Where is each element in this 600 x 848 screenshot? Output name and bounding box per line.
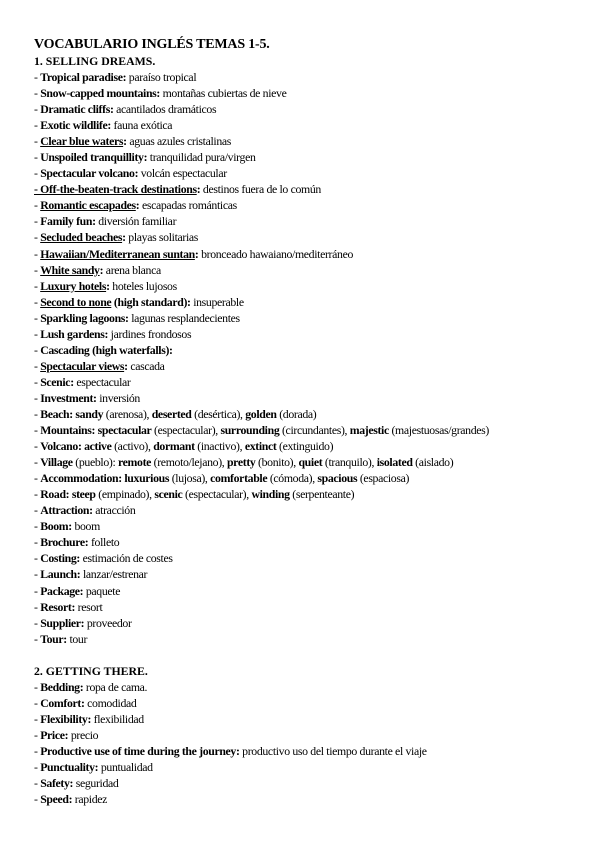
definition-text: (espectacular),: [182, 487, 252, 502]
vocab-entry: [34, 470, 594, 486]
term-text: remote: [117, 455, 152, 470]
definition-text: inversión: [96, 390, 140, 405]
term-text: Beach: sandy: [40, 406, 104, 421]
definition-text: productivo uso del tiempo durante el viaje: [239, 743, 427, 758]
definition-text: -: [34, 246, 41, 261]
definition-text: precio: [68, 727, 99, 742]
vocab-entry: [34, 534, 594, 550]
term-text: Romantic escapades: [40, 198, 136, 213]
definition-text: comodidad: [84, 695, 137, 710]
definition-text: -: [34, 615, 41, 630]
definition-text: espectacular: [73, 374, 131, 389]
definition-text: paraíso tropical: [126, 70, 197, 84]
definition-text: destinos fuera de lo común: [200, 182, 321, 197]
definition-text: folleto: [88, 535, 120, 550]
definition-text: -: [34, 70, 41, 84]
vocab-entry: [34, 294, 594, 310]
definition-text: (inactivo),: [194, 439, 245, 454]
vocab-entry: [34, 406, 594, 422]
term-text: surrounding: [220, 423, 280, 438]
vocab-entry: [34, 149, 594, 165]
definition-text: -: [34, 342, 41, 357]
vocab-entry: [34, 278, 594, 294]
term-text: Scenic:: [40, 374, 74, 389]
definition-text: seguridad: [73, 775, 119, 790]
term-text: Brochure:: [40, 535, 89, 550]
definition-text: -: [34, 551, 41, 566]
definition-text: escapadas románticas: [139, 198, 237, 213]
definition-text: -: [34, 583, 41, 598]
term-text: (high standard):: [111, 294, 191, 309]
definition-text: -: [34, 743, 41, 758]
vocab-entry: [34, 727, 594, 743]
definition-text: -: [34, 230, 41, 245]
vocab-entry: [34, 550, 594, 566]
term-text: Second to none: [40, 294, 112, 309]
section-heading: 2. GETTING THERE.: [34, 663, 148, 678]
term-text: majestic: [349, 423, 389, 438]
vocab-entry: [34, 502, 594, 518]
term-text: Road: steep: [40, 487, 96, 502]
vocab-entry: [34, 518, 594, 534]
definition-text: -: [34, 439, 41, 454]
term-text: Sparkling lagoons:: [40, 310, 129, 325]
term-text: quiet: [298, 455, 323, 470]
definition-text: acantilados dramáticos: [113, 102, 217, 117]
term-text: :: [122, 230, 126, 245]
definition-text: -: [34, 326, 41, 341]
vocab-entry: [34, 197, 594, 213]
term-text: Volcano: active: [40, 439, 112, 454]
definition-text: rapidez: [72, 792, 108, 807]
definition-text: -: [34, 423, 41, 438]
definition-text: -: [34, 118, 41, 133]
term-text: :: [194, 246, 199, 261]
definition-text: estimación de costes: [80, 551, 173, 566]
definition-text: -: [34, 102, 41, 117]
definition-text: atracción: [92, 503, 136, 518]
term-text: - Off-the-beaten-track destinations: [34, 182, 197, 197]
definition-text: (majestuosas/grandes): [388, 423, 489, 438]
vocab-entry: [34, 599, 594, 615]
term-text: Attraction:: [40, 503, 93, 518]
term-text: Resort:: [40, 599, 76, 614]
vocab-entry: [34, 422, 594, 438]
term-text: White sandy: [40, 262, 100, 277]
term-text: Supplier:: [40, 615, 85, 630]
term-text: extinct: [244, 439, 277, 454]
vocab-entry: [34, 101, 594, 117]
term-text: Mountains: spectacular: [40, 423, 152, 438]
vocab-entry: [34, 454, 594, 470]
definition-text: bronceado hawaiano/mediterráneo: [198, 246, 354, 261]
vocab-entry: [34, 229, 594, 245]
vocab-entry: [34, 791, 594, 807]
definition-text: -: [34, 374, 41, 389]
document-page: [34, 37, 594, 807]
term-text: spacious: [317, 471, 358, 486]
vocab-entry: [34, 390, 594, 406]
vocab-entry: [34, 615, 594, 631]
vocab-entry: [34, 486, 594, 502]
vocab-entry: [34, 246, 594, 262]
definition-text: ropa de cama.: [83, 679, 148, 694]
vocab-entry: [34, 358, 594, 374]
definition-text: (extinguido): [276, 439, 334, 454]
term-text: Spectacular views: [40, 358, 125, 373]
definition-text: (dorada): [276, 406, 317, 421]
definition-text: -: [34, 455, 41, 470]
definition-text: (activo),: [111, 439, 154, 454]
definition-text: cascada: [127, 358, 165, 373]
term-text: Village: [40, 455, 73, 470]
definition-text: (bonito),: [255, 455, 299, 470]
definition-text: montañas cubiertas de nieve: [160, 86, 287, 101]
term-text: isolated: [376, 455, 413, 470]
definition-text: paquete: [83, 583, 121, 598]
term-text: Dramatic cliffs:: [40, 102, 114, 117]
definition-text: volcán espectacular: [138, 166, 227, 181]
section-selling-dreams: [34, 53, 594, 647]
term-text: Costing:: [40, 551, 80, 566]
section-getting-there: [34, 663, 594, 807]
definition-text: (espaciosa): [357, 471, 410, 486]
section-heading: 1. SELLING DREAMS.: [34, 54, 156, 68]
definition-text: (desértica),: [191, 406, 246, 421]
term-text: :: [123, 134, 127, 149]
term-text: Clear blue waters: [40, 134, 124, 149]
vocab-entry: [34, 743, 594, 759]
term-text: scenic: [154, 487, 183, 502]
term-text: dormant: [153, 439, 195, 454]
term-text: Package:: [40, 583, 84, 598]
definition-text: (aislado): [412, 455, 454, 470]
term-text: Investment:: [40, 390, 97, 405]
term-text: winding: [251, 487, 290, 502]
term-text: :: [99, 262, 104, 277]
term-text: Unspoiled tranquillity:: [40, 150, 148, 165]
section-spacer: [34, 647, 594, 663]
vocab-entry: [34, 759, 594, 775]
vocab-entry: [34, 326, 594, 342]
term-text: Lush gardens:: [40, 326, 109, 341]
term-text: Safety:: [40, 775, 74, 790]
definition-text: diversión familiar: [95, 214, 177, 229]
vocab-entry: [34, 165, 594, 181]
definition-text: -: [34, 214, 41, 229]
definition-text: fauna exótica: [110, 118, 173, 133]
definition-text: -: [34, 166, 41, 181]
definition-text: arena blanca: [103, 262, 161, 277]
term-text: comfortable: [210, 471, 268, 486]
definition-text: -: [34, 471, 41, 486]
definition-text: flexibilidad: [91, 711, 144, 726]
term-text: Tour:: [40, 631, 67, 646]
term-text: Punctuality:: [40, 759, 99, 774]
definition-text: -: [34, 406, 41, 421]
definition-text: boom: [71, 519, 100, 534]
definition-text: resort: [75, 599, 103, 614]
term-text: :: [196, 182, 201, 197]
term-text: Tropical paradise:: [40, 70, 127, 84]
definition-text: (lujosa),: [169, 471, 211, 486]
vocab-entry: [34, 133, 594, 149]
term-text: Boom:: [40, 519, 72, 534]
term-text: Productive use of time during the journey:: [40, 743, 240, 758]
term-text: pretty: [226, 455, 256, 470]
vocab-entry: [34, 711, 594, 727]
definition-text: -: [34, 695, 41, 710]
definition-text: -: [34, 358, 41, 373]
definition-text: (remoto/lejano),: [151, 455, 227, 470]
definition-text: insuperable: [190, 294, 244, 309]
vocabulary-list: [34, 69, 594, 647]
term-text: golden: [245, 406, 277, 421]
definition-text: (tranquilo),: [322, 455, 377, 470]
definition-text: -: [34, 503, 41, 518]
definition-text: -: [34, 134, 41, 149]
term-text: Spectacular volcano:: [40, 166, 139, 181]
term-text: deserted: [151, 406, 192, 421]
vocab-entry: [34, 262, 594, 278]
vocab-entry: [34, 566, 594, 582]
definition-text: -: [34, 792, 41, 807]
definition-text: -: [34, 310, 41, 325]
vocab-entry: [34, 213, 594, 229]
definition-text: tranquilidad pura/virgen: [147, 150, 256, 165]
vocab-entry: [34, 310, 594, 326]
term-text: Comfort:: [40, 695, 85, 710]
vocab-entry: [34, 631, 594, 647]
definition-text: -: [34, 535, 41, 550]
vocab-entry: [34, 69, 594, 85]
definition-text: (empinado),: [95, 487, 155, 502]
definition-text: playas solitarias: [125, 230, 199, 245]
vocab-entry: [34, 695, 594, 711]
definition-text: (espectacular),: [151, 423, 221, 438]
definition-text: -: [34, 198, 41, 213]
vocab-entry: [34, 679, 594, 695]
definition-text: jardines frondosos: [108, 326, 192, 341]
definition-text: -: [34, 390, 41, 405]
term-text: Family fun:: [40, 214, 96, 229]
definition-text: hoteles lujosos: [109, 278, 177, 293]
document-title: VOCABULARIO INGLÉS TEMAS 1-5.: [34, 37, 270, 52]
term-text: Snow-capped mountains:: [40, 86, 160, 101]
term-text: Speed:: [40, 792, 73, 807]
definition-text: puntualidad: [98, 759, 153, 774]
definition-text: (circundantes),: [279, 423, 350, 438]
definition-text: (pueblo):: [72, 455, 118, 470]
term-text: :: [124, 358, 128, 373]
term-text: Launch:: [40, 567, 81, 582]
vocab-entry: [34, 438, 594, 454]
definition-text: -: [34, 86, 41, 101]
definition-text: -: [34, 294, 41, 309]
definition-text: -: [34, 150, 41, 165]
term-text: Secluded beaches: [40, 230, 123, 245]
vocab-entry: [34, 117, 594, 133]
definition-text: lanzar/estrenar: [80, 567, 148, 582]
definition-text: aguas azules cristalinas: [126, 134, 231, 149]
definition-text: tour: [66, 631, 88, 646]
term-text: :: [135, 198, 140, 213]
vocabulary-list: [34, 679, 594, 807]
vocab-entry: [34, 181, 594, 197]
vocab-entry: [34, 374, 594, 390]
term-text: Cascading (high waterfalls):: [40, 342, 173, 357]
definition-text: -: [34, 711, 41, 726]
term-text: Flexibility:: [40, 711, 92, 726]
vocab-entry: [34, 583, 594, 599]
definition-text: -: [34, 262, 41, 277]
term-text: Luxury hotels: [40, 278, 107, 293]
vocab-entry: [34, 342, 594, 358]
definition-text: (arenosa),: [103, 406, 152, 421]
definition-text: (cómoda),: [267, 471, 318, 486]
definition-text: -: [34, 631, 41, 646]
definition-text: (serpenteante): [289, 487, 355, 502]
term-text: Bedding:: [40, 679, 84, 694]
definition-text: -: [34, 567, 41, 582]
definition-text: -: [34, 727, 41, 742]
definition-text: -: [34, 278, 41, 293]
term-text: Hawaiian/Mediterranean suntan: [40, 246, 195, 261]
definition-text: -: [34, 679, 41, 694]
term-text: Exotic wildlife:: [40, 118, 111, 133]
term-text: :: [106, 278, 110, 293]
definition-text: -: [34, 487, 41, 502]
definition-text: proveedor: [84, 615, 132, 630]
vocab-entry: [34, 85, 594, 101]
definition-text: -: [34, 759, 41, 774]
definition-text: -: [34, 599, 41, 614]
definition-text: -: [34, 519, 41, 534]
term-text: Accommodation: luxurious: [40, 471, 170, 486]
vocab-entry: [34, 775, 594, 791]
definition-text: lagunas resplandecientes: [128, 310, 240, 325]
definition-text: -: [34, 775, 41, 790]
term-text: Price:: [40, 727, 69, 742]
